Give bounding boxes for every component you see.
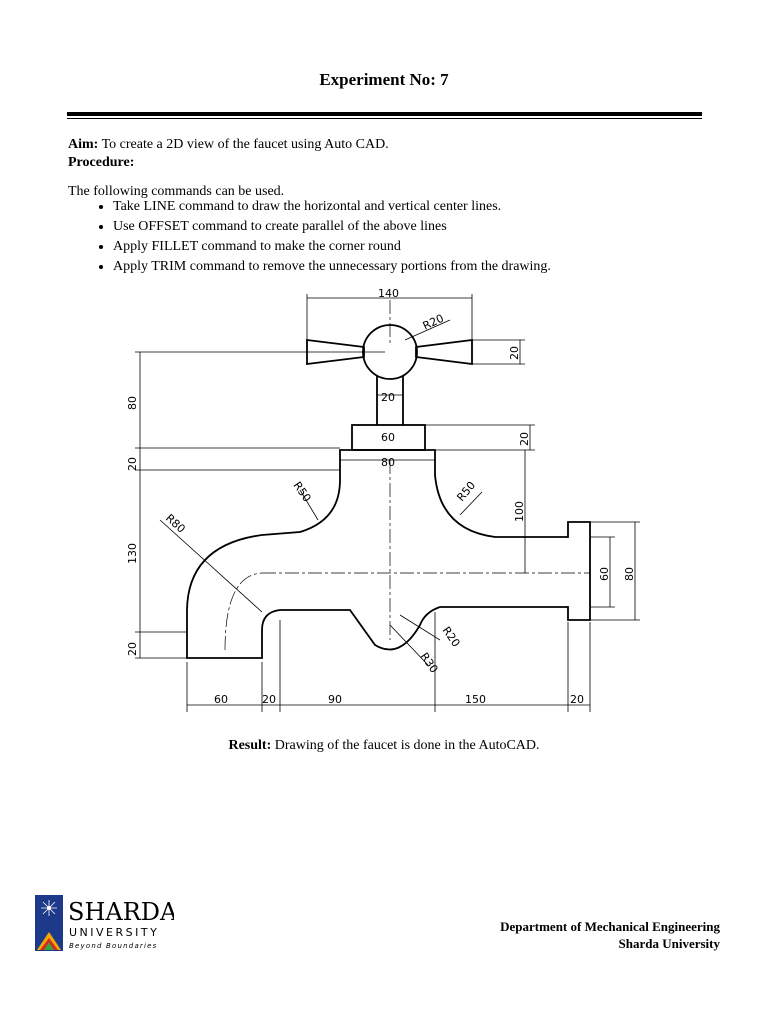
dim-bottom-20a: 20 [262, 693, 276, 706]
dim-r20-bottom: R20 [439, 624, 463, 650]
result-line [0, 738, 768, 754]
dim-r20-top: R20 [420, 311, 446, 333]
body-outline [187, 450, 590, 658]
handle-right-arm [416, 340, 472, 364]
dim-130: 130 [126, 543, 139, 564]
procedure-label: Procedure: [68, 155, 135, 170]
department-footer [500, 918, 720, 952]
list-item: • Apply FILLET command to make the corner round [113, 237, 551, 257]
dim-80-left: 80 [126, 396, 139, 410]
svg-text:UNIVERSITY: UNIVERSITY [69, 926, 160, 939]
dim-bottom-60: 60 [214, 693, 228, 706]
dim-100: 100 [513, 501, 526, 522]
dim-60: 60 [381, 431, 395, 444]
list-item: • Apply TRIM command to remove the unnecessary portions from the drawing. [113, 257, 551, 277]
list-item: • Use OFFSET command to create parallel of the above lines [113, 217, 551, 237]
university-logo [34, 894, 174, 959]
dim-60-outlet: 60 [598, 567, 611, 581]
dim-r50-right: R50 [454, 478, 479, 504]
dim-r80: R80 [162, 511, 188, 536]
list-item: • Take LINE command to draw the horizontal and vertical center lines. [113, 197, 551, 217]
procedure-intro: The following commands can be used. [68, 184, 285, 199]
header-rule-thick [67, 112, 702, 116]
procedure-steps [68, 197, 551, 277]
result-text: Drawing of the faucet is done in the AutoCAD. [271, 738, 540, 753]
page-title: Experiment No: 7 [319, 70, 449, 89]
logo-emblem-icon [34, 894, 174, 954]
header-rule-thin [67, 118, 702, 119]
dim-bottom-90: 90 [328, 693, 342, 706]
dim-r30: R30 [417, 650, 441, 676]
dim-bottom-150: 150 [465, 693, 486, 706]
dim-20-left3: 20 [126, 642, 139, 656]
dim-20-cap: 20 [518, 432, 531, 446]
result-label: Result: [228, 738, 272, 753]
dim-r50-left: R50 [290, 479, 314, 505]
dim-20-stem: 20 [381, 391, 395, 404]
aim-label: Aim: [68, 137, 99, 152]
svg-text:SHARDA: SHARDA [68, 898, 174, 926]
dim-bottom-20b: 20 [570, 693, 584, 706]
dim-20-left2: 20 [126, 457, 139, 471]
department-name: Department of Mechanical Engineering [500, 919, 720, 934]
aim-line [68, 137, 389, 153]
svg-text:Beyond Boundaries: Beyond Boundaries [69, 942, 158, 950]
dim-80-body: 80 [381, 456, 395, 469]
faucet-drawing [110, 285, 670, 715]
aim-text: To create a 2D view of the faucet using Auto CAD. [98, 137, 389, 152]
dim-80-outlet: 80 [623, 567, 636, 581]
dim-20-handle: 20 [508, 346, 521, 360]
dim-140: 140 [378, 287, 399, 300]
university-name: Sharda University [618, 936, 720, 951]
